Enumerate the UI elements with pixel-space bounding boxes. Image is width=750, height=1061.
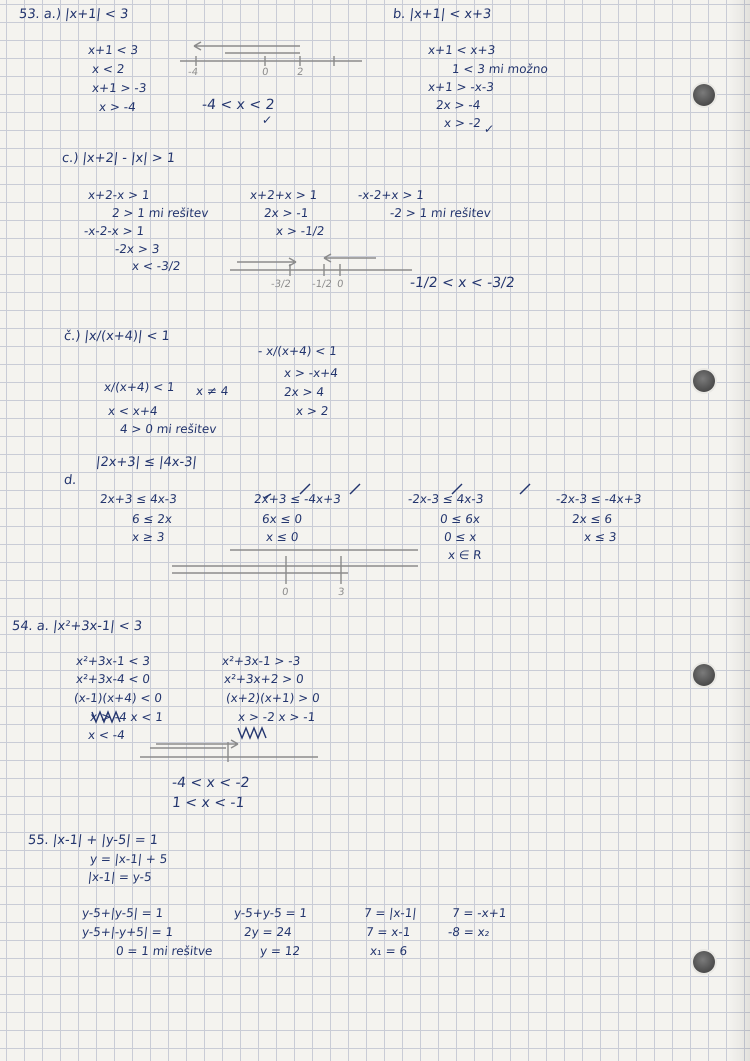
problem-53c2-line: x > -x+4: [283, 366, 339, 380]
problem-53c2-header: č.) |x/(x+4)| < 1: [63, 329, 171, 344]
problem-55-line: y-5+|y-5| = 1: [81, 906, 164, 920]
problem-55-line: -8 = x₂: [447, 925, 491, 939]
problem-55-line: 2y = 24: [243, 925, 293, 939]
problem-54-line: x > -2 x > -1: [237, 710, 317, 724]
problem-53d-line: x ∈ R: [447, 548, 483, 562]
check-mark: ✓: [261, 113, 273, 127]
problem-53d-line: 6x ≤ 0: [261, 512, 303, 526]
problem-54-line: x²+3x-1 > -3: [221, 654, 302, 668]
problem-54-line: (x-1)(x+4) < 0: [73, 691, 163, 705]
axis-tick-label: -1/2: [311, 279, 333, 290]
problem-53d-header: |2x+3| ≤ |4x-3|: [95, 455, 198, 470]
problem-53c-line: -x-2+x > 1: [357, 188, 425, 202]
problem-54-line: x²+3x+2 > 0: [223, 672, 305, 686]
axis-tick-label: 0: [281, 587, 290, 598]
problem-53d-line: 0 ≤ 6x: [439, 512, 481, 526]
problem-53b-line: 1 < 3 mi možno: [451, 62, 549, 76]
problem-55-line: 7 = x-1: [365, 925, 412, 939]
problem-55-line: y-5+|-y+5| = 1: [81, 925, 174, 939]
problem-53b-header: b. |x+1| < x+3: [392, 7, 492, 22]
problem-55-line: |x-1| = y-5: [87, 870, 153, 884]
axis-tick-label: 0: [336, 279, 345, 290]
problem-53c-header: c.) |x+2| - |x| > 1: [61, 151, 176, 166]
problem-53d-line: x ≤ 0: [265, 530, 300, 544]
problem-54-line: x > -4 x < 1: [89, 710, 164, 724]
problem-53d-line: 6 ≤ 2x: [131, 512, 173, 526]
problem-53d-line: -2x-3 ≤ 4x-3: [407, 492, 485, 506]
problem-53a-line: x+1 < 3: [87, 43, 139, 57]
problem-54-line: x²+3x-1 < 3: [75, 654, 151, 668]
problem-53c-line: -x-2-x > 1: [83, 224, 145, 238]
problem-53b-line: x+1 > -x-3: [427, 80, 495, 94]
axis-tick-label: -3/2: [270, 279, 292, 290]
axis-tick-label: 2: [296, 67, 305, 78]
problem-53a-answer: -4 < x < 2: [201, 97, 276, 113]
problem-53c2-line: 4 > 0 mi rešitev: [119, 422, 218, 436]
problem-55-header: 55. |x-1| + |y-5| = 1: [27, 833, 159, 848]
problem-53a-line: x < 2: [91, 62, 126, 76]
problem-55-line: x₁ = 6: [369, 944, 408, 958]
problem-53b-line: x > -2: [443, 116, 482, 130]
problem-53d-line: 2x+3 ≤ 4x-3: [99, 492, 178, 506]
axis-tick-label: 3: [337, 587, 346, 598]
problem-53c-line: -2 > 1 mi rešitev: [389, 206, 492, 220]
problem-53c2-line: - x/(x+4) < 1: [257, 344, 338, 358]
problem-54-answer: -4 < x < -2: [171, 775, 251, 791]
problem-53c2-line: 2x > 4: [283, 385, 325, 399]
problem-53c2-line: x ≠ 4: [195, 384, 230, 398]
problem-54-answer: 1 < x < -1: [171, 795, 246, 811]
problem-53b-line: 2x > -4: [435, 98, 482, 112]
problem-53d-line: 2x+3 ≤ -4x+3: [253, 492, 342, 506]
problem-55-line: 0 = 1 mi rešitve: [115, 944, 214, 958]
problem-55-line: y = |x-1| + 5: [89, 852, 169, 866]
problem-55-line: 7 = |x-1|: [363, 906, 418, 920]
axis-tick-label: -4: [187, 67, 199, 78]
problem-53a-header: 53. a.) |x+1| < 3: [18, 7, 129, 22]
problem-53c2-line: x/(x+4) < 1: [103, 380, 176, 394]
problem-55-line: y = 12: [259, 944, 301, 958]
problem-53c-line: 2 > 1 mi rešitev: [111, 206, 210, 220]
problem-53c-line: 2x > -1: [263, 206, 310, 220]
problem-54-header: 54. a. |x²+3x-1| < 3: [11, 619, 143, 634]
problem-53b-line: x+1 < x+3: [427, 43, 497, 57]
problem-55-line: y-5+y-5 = 1: [233, 906, 308, 920]
check-mark: ✓: [483, 122, 495, 136]
problem-53d-line: 0 ≤ x: [443, 530, 478, 544]
problem-53d-label: d.: [63, 473, 78, 488]
problem-53a-line: x+1 > -3: [91, 81, 148, 95]
problem-55-line: 7 = -x+1: [451, 906, 508, 920]
problem-53c2-line: x > 2: [295, 404, 330, 418]
problem-53d-line: 2x ≤ 6: [571, 512, 613, 526]
problem-53c-answer: -1/2 < x < -3/2: [409, 275, 516, 291]
problem-53c-line: -2x > 3: [114, 242, 161, 256]
problem-53c-line: x > -1/2: [275, 224, 326, 238]
problem-53c-line: x+2+x > 1: [249, 188, 319, 202]
axis-tick-label: 0: [261, 67, 270, 78]
problem-54-line: x < -4: [87, 728, 126, 742]
problem-53c2-line: x < x+4: [107, 404, 159, 418]
problem-54-line: (x+2)(x+1) > 0: [225, 691, 321, 705]
problem-53d-line: x ≤ 3: [583, 530, 618, 544]
problem-53a-line: x > -4: [98, 100, 137, 114]
problem-54-line: x²+3x-4 < 0: [75, 672, 151, 686]
problem-53c-line: x < -3/2: [131, 259, 182, 273]
problem-53d-line: -2x-3 ≤ -4x+3: [555, 492, 643, 506]
problem-53d-line: x ≥ 3: [131, 530, 166, 544]
problem-53c-line: x+2-x > 1: [87, 188, 151, 202]
